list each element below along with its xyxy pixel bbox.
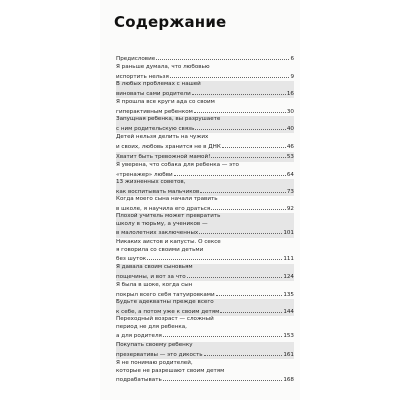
toc-entry[interactable]	[116, 64, 294, 81]
dot-leader	[163, 331, 282, 337]
toc-entry-text: Покупать своему ребенку	[116, 342, 193, 348]
toc-entry-line	[116, 116, 294, 124]
toc-entry-line	[116, 272, 294, 282]
toc-entry-text: Никаких аистов и капусты. О сексе	[116, 239, 221, 245]
dot-leader	[211, 152, 286, 158]
toc-entry-line	[116, 81, 294, 89]
toc-entry-line	[116, 299, 294, 307]
toc-page-number: 30	[286, 108, 294, 115]
toc-entry[interactable]	[116, 116, 294, 133]
dot-leader	[222, 142, 286, 148]
toc-entry[interactable]	[116, 360, 294, 385]
toc-page-number: 46	[286, 143, 294, 150]
page-title: Содержание	[114, 13, 227, 31]
toc-entry-line	[116, 316, 294, 324]
toc-entry-text: гиперактивным ребенком	[116, 108, 193, 115]
toc-entry-text: Детей нельзя делить на чужих	[116, 134, 209, 140]
toc-entry-line	[116, 213, 294, 221]
toc-entry-text: Предисловие	[116, 56, 156, 62]
toc-entry-line	[116, 282, 294, 290]
toc-entry-line	[116, 54, 294, 64]
toc-entry-text: и своих, любовь хранится не в ДНК	[116, 143, 221, 150]
toc-page-number: 161	[283, 351, 294, 358]
toc-entry-line	[116, 307, 294, 317]
toc-entry[interactable]	[116, 282, 294, 299]
toc-entry-line	[116, 342, 294, 350]
toc-entry-line	[116, 64, 294, 72]
toc-entry-text: школу в тюрьму, а учеников —	[116, 220, 208, 227]
toc-entry-line	[116, 360, 294, 368]
toc-entry[interactable]	[116, 299, 294, 316]
toc-entry-text: Плохой учитель может превратить	[116, 213, 221, 219]
toc-entry-line	[116, 290, 294, 300]
toc-entry-text: Я уверена, что собака для ребенка — это	[116, 162, 239, 168]
toc-entry-text: Я раньше думала, что любовью	[116, 64, 210, 70]
toc-entry[interactable]	[116, 264, 294, 281]
dot-leader	[195, 124, 285, 130]
toc-entry-line	[116, 142, 294, 152]
toc-entry-line	[116, 162, 294, 170]
toc-page-number: 9	[290, 73, 294, 80]
dot-leader	[204, 350, 283, 356]
toc-entry-text: Хватит быть тревожной мамой!	[116, 154, 211, 160]
toc-entry-text: которые не разрешают своим детям	[116, 367, 225, 374]
toc-entry-text: Я давала своим сыновьям	[116, 264, 193, 270]
toc-entry[interactable]	[116, 213, 294, 238]
dot-leader	[211, 204, 286, 210]
dot-leader	[200, 187, 286, 193]
toc-entry-text: испортить нельзя	[116, 73, 169, 80]
toc-entry-line	[116, 324, 294, 332]
toc-entry-text: Я не понимаю родителей,	[116, 360, 193, 366]
toc-page-number: 6	[290, 56, 294, 62]
dot-leader	[216, 290, 283, 296]
toc-entry-text: 13 жизненных советов,	[116, 179, 186, 185]
toc-entry[interactable]	[116, 342, 294, 359]
toc-entry-line	[116, 187, 294, 197]
toc-page-number: 101	[283, 230, 294, 237]
toc-entry-line	[116, 152, 294, 162]
toc-page-number: 73	[286, 188, 294, 195]
toc-entry[interactable]	[116, 179, 294, 196]
toc-entry-text: как воспитывать мальчиков	[116, 188, 200, 195]
toc-entry-text: в малолетних заключенных	[116, 230, 199, 237]
toc-entry-text: презервативы — это дикость	[116, 351, 203, 358]
toc-entry-text: «тренажер» любви	[116, 171, 173, 178]
toc-entry-text: Я прошла все круги ада со своим	[116, 99, 215, 105]
toc-page-number: 124	[283, 273, 294, 280]
toc-entry-text: Запущная ребенка, вы разрушаете	[116, 116, 221, 122]
toc-entry-text: виноваты сами родители	[116, 90, 191, 97]
toc-entry-text: подрабатывать	[116, 377, 162, 384]
toc-entry-line	[116, 350, 294, 360]
toc-entry-line	[116, 264, 294, 272]
toc-entry[interactable]	[116, 162, 294, 179]
toc-page-number: 53	[286, 154, 294, 160]
toc-entry-line	[116, 239, 294, 247]
toc-entry-line	[116, 254, 294, 264]
toc-entry-text: а для родителя	[116, 333, 162, 340]
toc-entry[interactable]	[116, 316, 294, 341]
toc-entry-text: Переходный возраст — сложный	[116, 316, 214, 322]
toc-entry-text: В любых проблемах с нашей	[116, 81, 201, 87]
toc-page-number: 64	[286, 171, 294, 178]
dot-leader	[187, 272, 283, 278]
toc-entry-line	[116, 89, 294, 99]
toc-page-number: 135	[283, 291, 294, 298]
toc-entry-text: Будьте адекватны прежде всего	[116, 299, 214, 305]
toc-entry[interactable]	[116, 239, 294, 264]
toc-entry-text: покрыл всего себя татуировками	[116, 291, 215, 298]
toc-page-number: 144	[283, 308, 294, 315]
toc-entry-line	[116, 375, 294, 385]
toc-entry-text: я говорила со своими детьми	[116, 246, 204, 253]
dot-leader	[220, 307, 282, 313]
dot-leader	[194, 107, 286, 113]
toc-entry-line	[116, 107, 294, 117]
toc-page-number: 16	[286, 90, 294, 97]
toc-entry[interactable]	[116, 81, 294, 98]
dot-leader	[192, 89, 286, 95]
toc-entry-line	[116, 368, 294, 376]
toc-page-number: 153	[283, 333, 294, 340]
toc-entry-line	[116, 124, 294, 134]
toc-entry-line	[116, 99, 294, 107]
toc-entry-line	[116, 196, 294, 204]
dot-leader	[163, 375, 283, 381]
dot-leader	[199, 228, 282, 234]
toc-entry-text: к себе, а потом уже к своим детям	[116, 308, 220, 315]
toc-page-number: 168	[283, 377, 294, 384]
toc-entry-text: Я была в шоке, когда сын	[116, 282, 193, 288]
toc-entry[interactable]	[116, 196, 294, 213]
toc-entry-text: Когда моего сына начали травить	[116, 196, 218, 202]
dot-leader	[174, 170, 286, 176]
toc-entry-line	[116, 204, 294, 214]
dot-leader	[170, 72, 290, 78]
toc-entry[interactable]	[116, 54, 294, 64]
toc-entry-line	[116, 331, 294, 341]
toc-page-number: 40	[286, 125, 294, 132]
toc-entry-line	[116, 179, 294, 187]
toc-entry-text: без шуток	[116, 256, 147, 263]
dot-leader	[156, 54, 289, 60]
toc-entry-line	[116, 247, 294, 255]
toc-entry-line	[116, 221, 294, 229]
toc-entry-text: с ним родительскую связь	[116, 125, 195, 132]
toc-entry-line	[116, 170, 294, 180]
toc-entry[interactable]	[116, 99, 294, 116]
toc-entry-text: пощечины, и вот за что	[116, 273, 186, 280]
toc-entry-line	[116, 72, 294, 82]
toc-entry-line	[116, 228, 294, 238]
toc-page-number: 111	[283, 256, 294, 263]
toc-entry-line	[116, 134, 294, 142]
dot-leader	[147, 254, 282, 260]
toc-entry-text: период не для ребенка,	[116, 323, 187, 330]
toc-page-number: 92	[286, 205, 294, 212]
toc-entry[interactable]	[116, 134, 294, 151]
toc-entry-text: в школе, я научила его драться	[116, 205, 211, 212]
toc-entry[interactable]	[116, 152, 294, 162]
